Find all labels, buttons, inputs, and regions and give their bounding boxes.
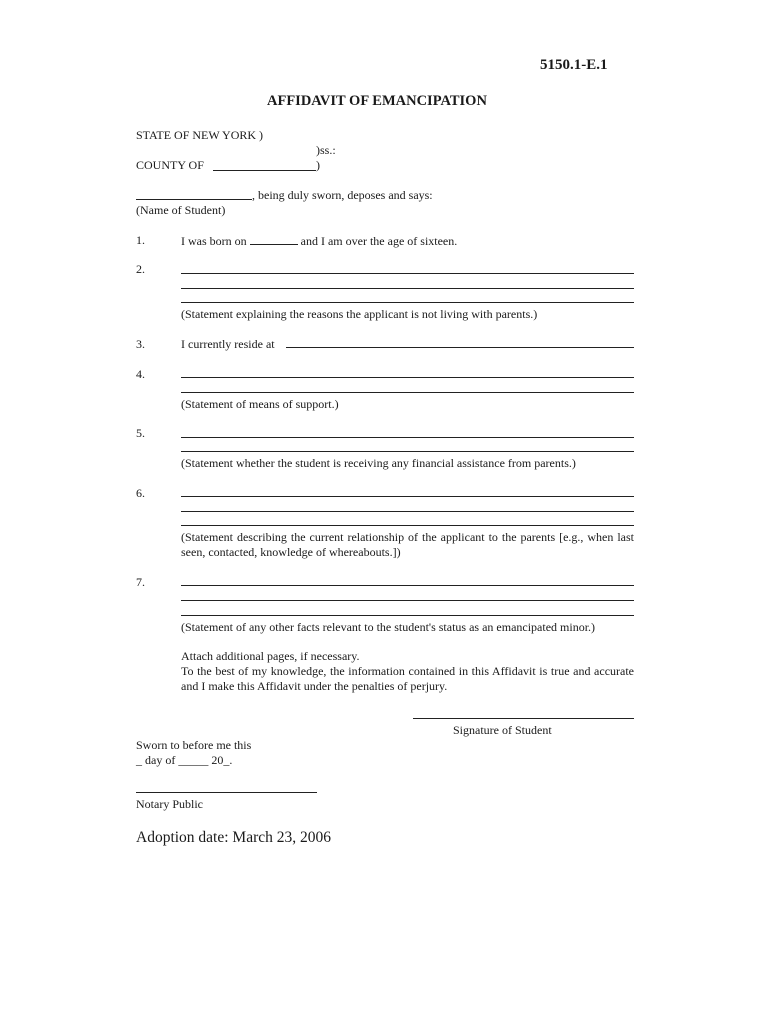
student-name-caption: (Name of Student) xyxy=(136,203,226,217)
item-7-line-2[interactable] xyxy=(181,600,634,601)
venue-county-close: ) xyxy=(316,158,320,172)
item-1-text xyxy=(181,233,457,248)
item-4-caption: (Statement of means of support.) xyxy=(181,397,339,411)
sworn-text: Sworn to before me this xyxy=(136,738,252,752)
attach-note: Attach additional pages, if necessary. xyxy=(181,649,360,663)
item-7-number: 7. xyxy=(136,575,145,589)
signature-line[interactable] xyxy=(413,718,634,719)
item-1-number: 1. xyxy=(136,233,145,247)
sworn-date-line: _ day of _____ 20_. xyxy=(136,753,233,767)
item-5-line-1[interactable] xyxy=(181,437,634,438)
item-2-line-1[interactable] xyxy=(181,273,634,274)
attestation: To the best of my knowledge, the information contained in this Affidavit is true and accurate and I make this Affidavit under the penalties of perjury. xyxy=(181,664,634,693)
venue-ss: )ss.: xyxy=(316,143,336,157)
item-7-caption: (Statement of any other facts relevant to the student's status as an emancipated minor.) xyxy=(181,620,596,634)
item-5-line-2[interactable] xyxy=(181,451,634,452)
item-6-line-3[interactable] xyxy=(181,525,634,526)
residence-blank[interactable] xyxy=(286,347,634,348)
document-number: 5150.1-E.1 xyxy=(540,57,608,73)
adoption-date: Adoption date: March 23, 2006 xyxy=(136,829,332,846)
item-3-number: 3. xyxy=(136,337,145,351)
item-2-line-2[interactable] xyxy=(181,288,634,289)
item-5-caption: (Statement whether the student is receiving any financial assistance from parents.) xyxy=(181,456,576,470)
item-1-age-label: and I am over the age of sixteen. xyxy=(300,234,458,248)
item-4-number: 4. xyxy=(136,367,145,381)
item-6-line-1[interactable] xyxy=(181,496,634,497)
item-7-line-1[interactable] xyxy=(181,585,634,586)
deponent-statement: , being duly sworn, deposes and says: xyxy=(252,188,433,202)
item-3-label: I currently reside at xyxy=(181,337,275,351)
item-1-born-label: I was born on xyxy=(181,234,247,248)
item-2-caption: (Statement explaining the reasons the applicant is not living with parents.) xyxy=(181,307,538,321)
birth-date-blank[interactable] xyxy=(250,233,298,245)
venue-state: STATE OF NEW YORK ) xyxy=(136,128,264,142)
item-2-line-3[interactable] xyxy=(181,302,634,303)
document-title: AFFIDAVIT OF EMANCIPATION xyxy=(267,93,487,109)
notary-label: Notary Public xyxy=(136,797,203,811)
notary-signature-line[interactable] xyxy=(136,792,317,793)
item-6-number: 6. xyxy=(136,486,145,500)
item-4-line-1[interactable] xyxy=(181,377,634,378)
item-5-number: 5. xyxy=(136,426,145,440)
item-6-line-2[interactable] xyxy=(181,511,634,512)
signature-label: Signature of Student xyxy=(453,723,552,737)
item-7-line-3[interactable] xyxy=(181,615,634,616)
county-blank[interactable] xyxy=(213,170,316,171)
item-2-number: 2. xyxy=(136,262,145,276)
item-4-line-2[interactable] xyxy=(181,392,634,393)
item-6-caption: (Statement describing the current relationship of the applicant to the parents [e.g., when last seen, contacted, knowledge of whereabouts.]) xyxy=(181,530,634,559)
student-name-blank[interactable] xyxy=(136,199,252,200)
venue-county-label: COUNTY OF xyxy=(136,158,204,172)
